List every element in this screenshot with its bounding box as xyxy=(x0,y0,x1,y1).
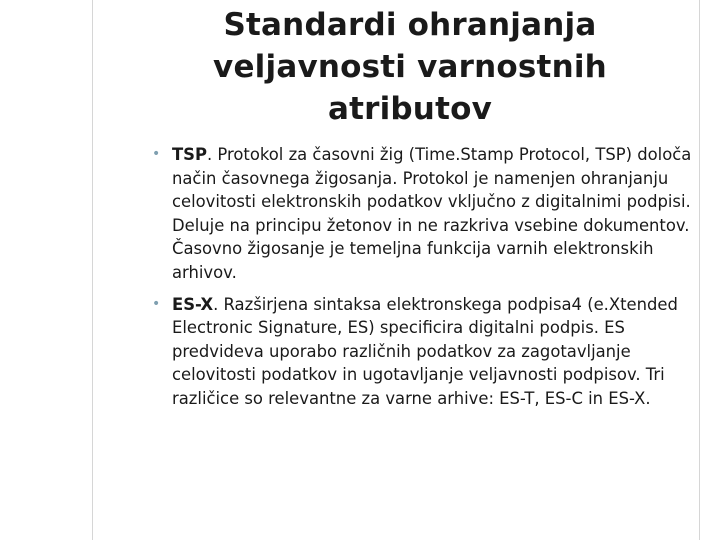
bullet-item-tsp xyxy=(148,143,698,285)
bullet-text: . Protokol za časovni žig (Time.Stamp Protocol, TSP) določa način časovnega žigosanja. Protokol je namenjen ohranjanju celovitosti elektronskih podatkov vključno z digitalnimi podpisi. Deluje na principu žetonov in ne razkriva vsebine dokumentov. Časovno žigosanje je temeljna funkcija varnih elektronskih arhivov. xyxy=(172,145,692,282)
bullet-icon: • xyxy=(152,295,161,312)
title-line-2: veljavnosti varnostnih xyxy=(213,49,607,85)
title-line-1: Standardi ohranjanja xyxy=(223,7,597,43)
slide-title xyxy=(130,4,690,130)
bullet-term: TSP xyxy=(172,145,207,164)
bullet-icon: • xyxy=(152,146,161,162)
title-line-3: atributov xyxy=(327,91,493,127)
slide-content xyxy=(148,143,698,419)
bullet-text: . Razširjena sintaksa elektronskega podpisa4 (e.Xtended Electronic Signature, ES) specificira digitalni podpis. ES predvideva uporabo različnih podatkov za zagotavljanje celovitosti podatkov in ugotavljanje veljavnosti podpisov. Tri različice so relevantne za varne arhive: ES-T, ES-C in ES-X. xyxy=(172,294,678,408)
bullet-item-es-x xyxy=(148,293,698,411)
bullet-term: ES-X xyxy=(172,294,214,314)
